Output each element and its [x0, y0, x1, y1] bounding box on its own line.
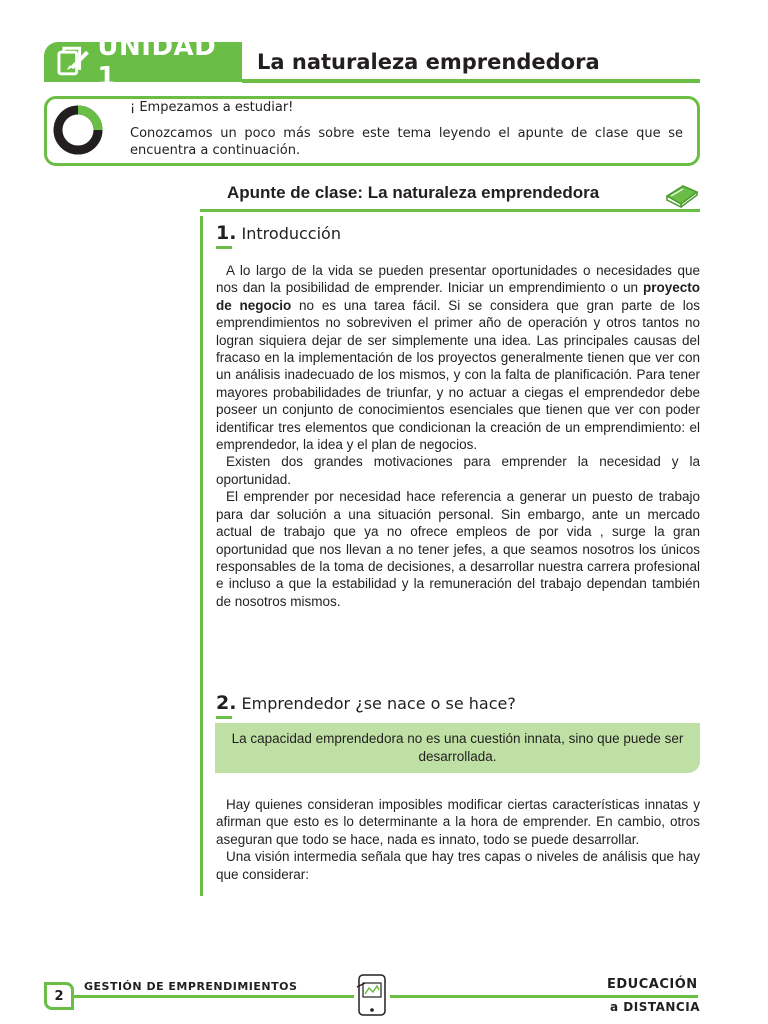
- heading-underline: [216, 716, 232, 719]
- paragraph: El emprender por necesidad hace referencia a generar un puesto de trabajo para dar solución a una situación personal. Sin embargo, ante un mercado actual de trabajo que ya no ofrece empleos de por vida , surge la gran oportunidad que nos llevan a no tener jefes, a que seamos nosotros los únicos responsables de la toma de decisiones, a desarrollar nuestra carrera profesional e incluso a que la estabilidad y la remuneración del trabajo dependan también de nosotros mismos.: [216, 489, 700, 609]
- page-number: 2: [44, 982, 74, 1010]
- heading-text: Emprendedor ¿se nace o se hace?: [241, 694, 516, 713]
- bold-term: proyecto de negocio: [216, 280, 700, 313]
- footer-course: GESTIÓN DE EMPRENDIMIENTOS: [84, 980, 298, 993]
- highlight-quote: La capacidad emprendedora no es una cuestión innata, sino que puede ser desarrollada.: [215, 723, 700, 773]
- paragraph: Una visión intermedia señala que hay tres capas o niveles de análisis que hay que considerar:: [216, 849, 700, 882]
- heading-number: 1.: [216, 222, 237, 244]
- intro-body: Conozcamos un poco más sobre este tema leyendo el apunte de clase que se encuentra a continuación.: [130, 126, 683, 158]
- unit-title: La naturaleza emprendedora: [257, 50, 600, 74]
- unit-book-icon: [56, 46, 91, 78]
- tablet-icon: [355, 972, 389, 1018]
- heading-underline: [216, 246, 232, 249]
- paragraph: Existen dos grandes motivaciones para emprender la necesidad y la oportunidad.: [216, 454, 700, 487]
- footer-rule: [74, 995, 354, 998]
- section-rule: [200, 209, 700, 212]
- entrepreneur-paragraphs: [216, 796, 700, 883]
- header-rule: [242, 79, 700, 83]
- heading-emprendedor: [216, 692, 516, 714]
- intro-heading: ¡ Empezamos a estudiar!: [130, 100, 294, 115]
- paragraph: Hay quienes consideran imposibles modificar ciertas características innatas y afirman que esto es lo determinante a la hora de emprender. En cambio, otros aseguran que todo se hace, nada es innato, todo se puede desarrollar.: [216, 797, 700, 847]
- footer-brand-line1: EDUCACIÓN: [607, 977, 698, 992]
- heading-introduccion: [216, 222, 341, 244]
- heading-number: 2.: [216, 692, 237, 714]
- content-left-bar: [200, 216, 203, 896]
- book-icon: [663, 180, 699, 208]
- unit-tab: [44, 32, 242, 92]
- footer-rule: [390, 995, 698, 998]
- unit-label: UNIDAD 1: [97, 32, 217, 92]
- section-title: Apunte de clase: La naturaleza emprendedora: [227, 183, 600, 202]
- intro-paragraphs: [216, 262, 700, 610]
- progress-ring-icon: [52, 104, 104, 156]
- paragraph: A lo largo de la vida se pueden presentar oportunidades o necesidades que nos dan la posibilidad de emprender. Iniciar un emprendimiento o un proyecto de negocio no es una tarea fácil. Si se considera que gran parte de los emprendimientos no sobreviven el primer año de operación y otros tantos no logran siquiera dejar de ser simplemente una idea. Las principales causas del fracaso en la implementación de los proyectos generalmente tienen que ver con un análisis inadecuado de los mismos, y con la falta de planificación. Para tener mayores probabilidades de triunfar, y no actuar a ciegas el emprendedor debe poseer un conjunto de conocimientos esenciales que tienen que ver con poder identificar tres elementos que condicionan la creación de un emprendimiento: el emprendedor, la idea y el plan de negocios.: [216, 263, 700, 453]
- footer-brand-line2: a DISTANCIA: [610, 1000, 700, 1014]
- heading-text: Introducción: [241, 224, 341, 243]
